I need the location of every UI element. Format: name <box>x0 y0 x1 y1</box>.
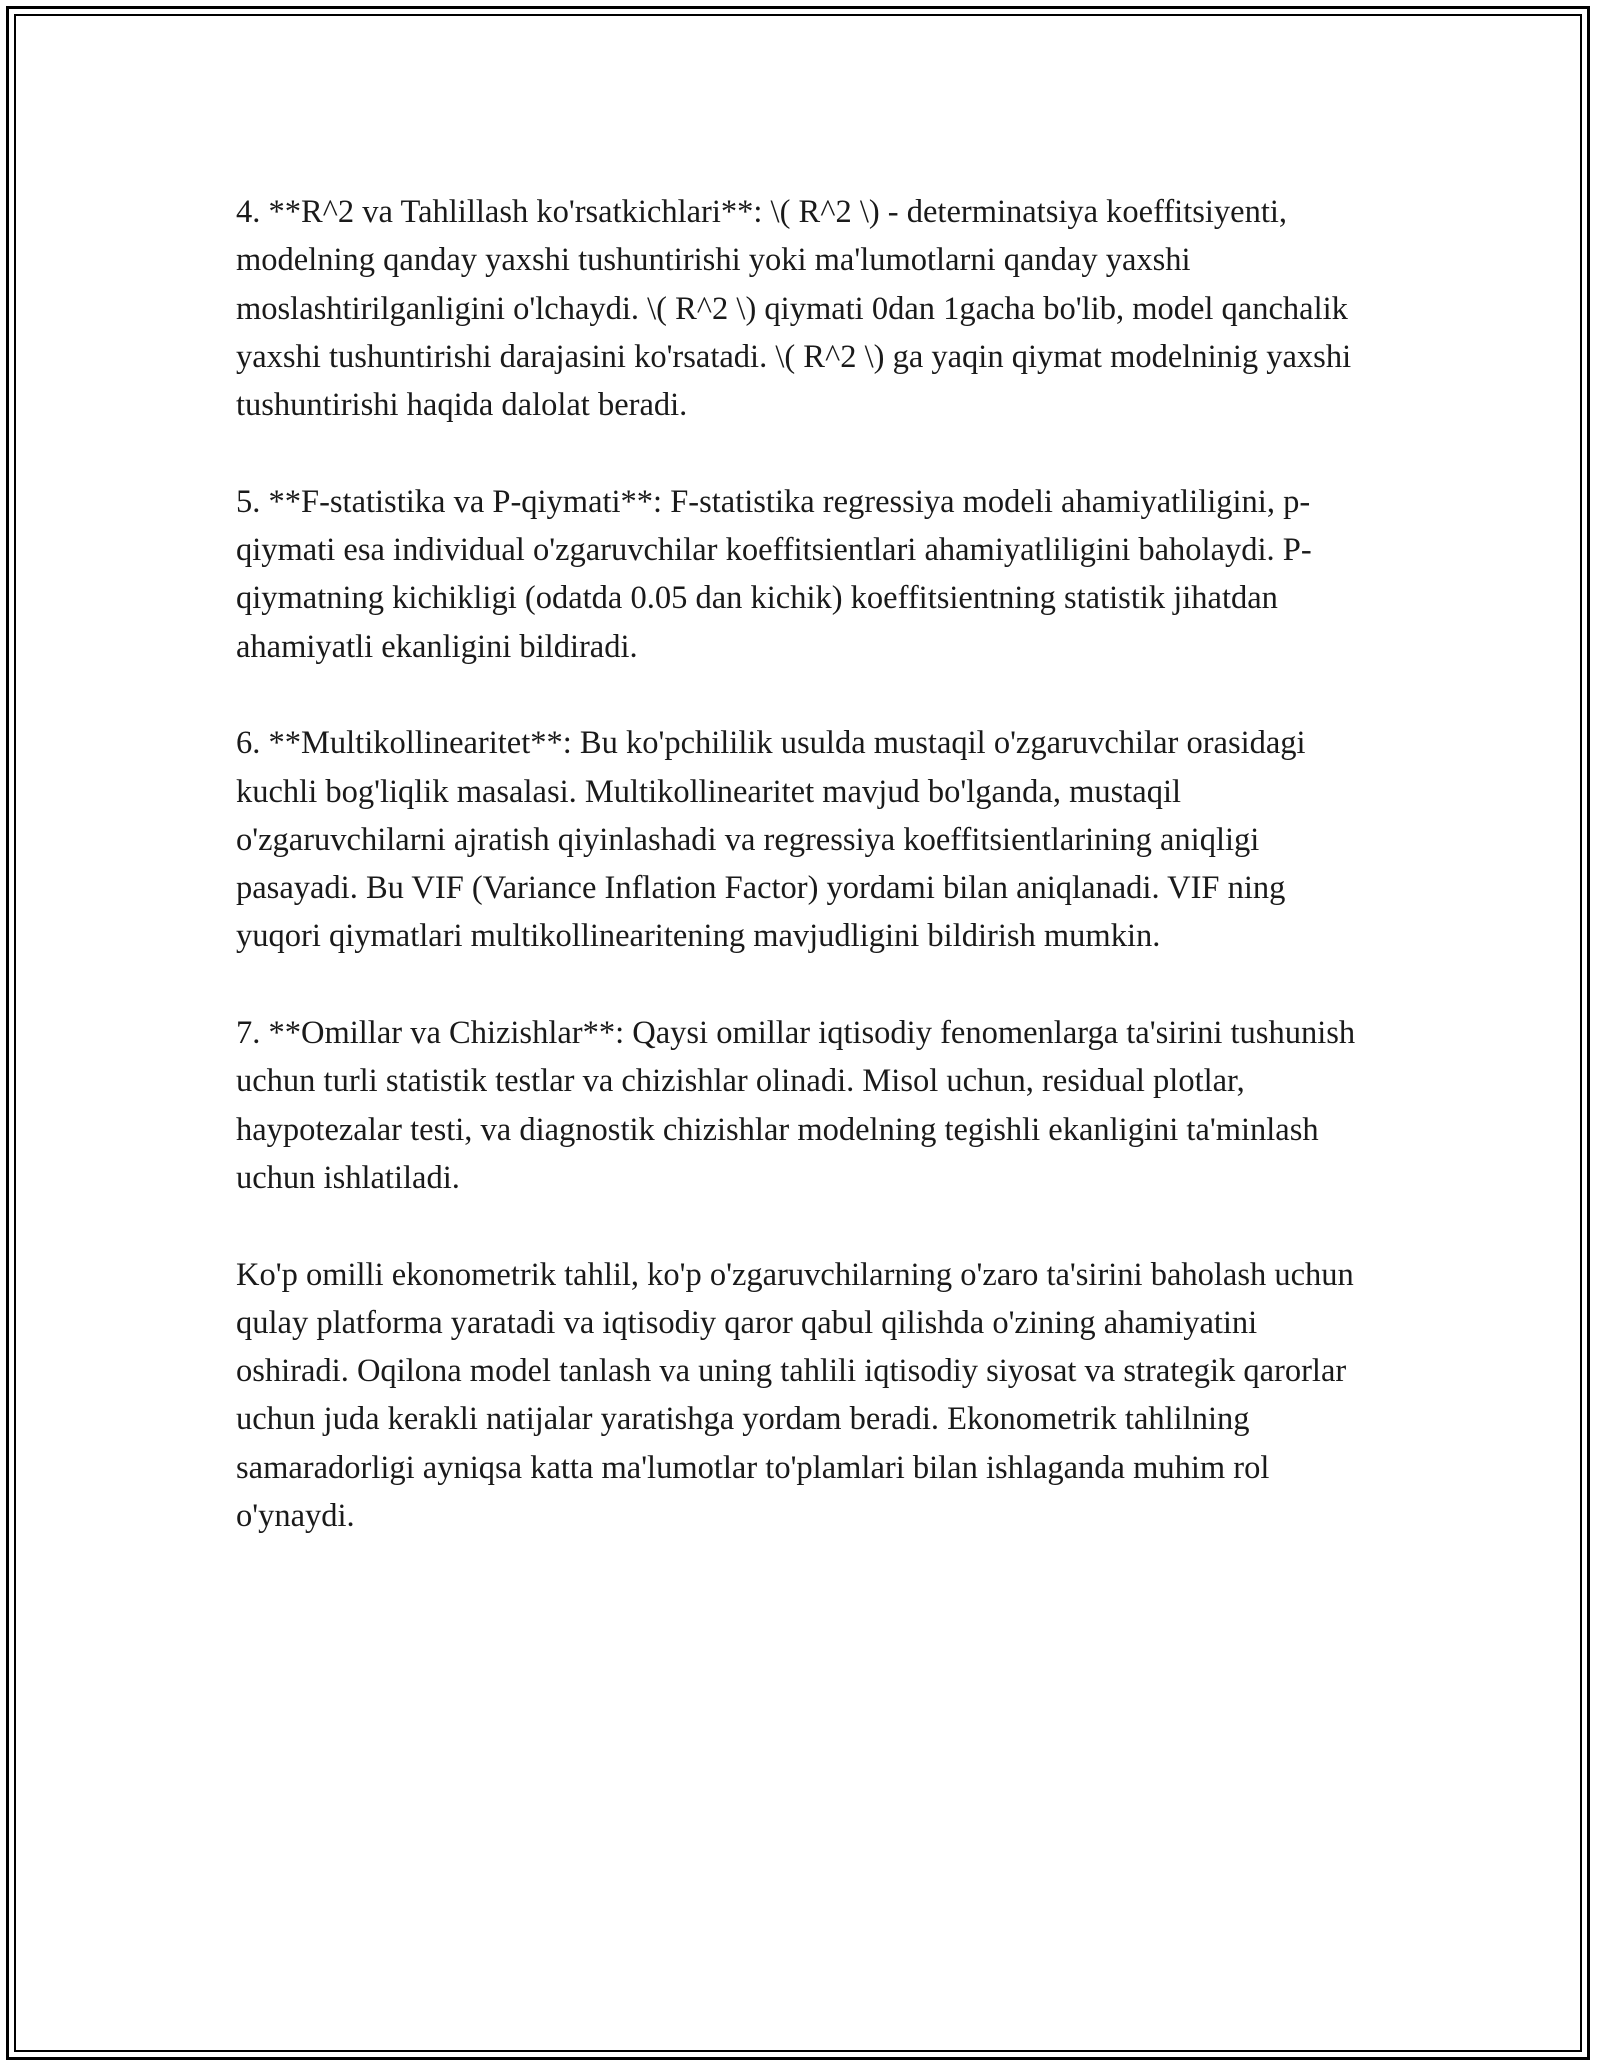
paragraph-f-statistic: 5. **F-statistika va P-qiymati**: F-statistika regressiya modeli ahamiyatliligini, p-qiymati esa individual o'zgaruvchilar koeffitsientlari ahamiyatliligini baholaydi. P-qiymatning kichikligi (odatda 0.05 dan kichik) koeffitsientning statistik jihatdan ahamiyatli ekanligini bildiradi. <box>236 483 1312 665</box>
paragraph-factors-plots: 7. **Omillar va Chizishlar**: Qaysi omillar iqtisodiy fenomenlarga ta'sirini tushunish uchun turli statistik testlar va chizishlar olinadi. Misol uchun, residual plotlar, haypotezalar testi, va diagnostik chizishlar modelning tegishli ekanligini ta'minlash uchun ishlatiladi. <box>236 1015 1356 1196</box>
paragraph-r-squared: 4. **R^2 va Tahlillash ko'rsatkichlari**: \( R^2 \) - determinatsiya koeffitsiyenti, modelning qanday yaxshi tushuntirishi yoki ma'lumotlarni qanday yaxshi moslashtirilganligini o'lchaydi. \( R^2 \) qiymati 0dan 1gacha bo'lib, model qanchalik yaxshi tushuntirishi darajasini ko'rsatadi. \( R^2 \) ga yaqin qiymat modelninig yaxshi tushuntirishi haqida dalolat beradi. <box>236 194 1352 424</box>
document-body <box>236 188 1376 1589</box>
paragraph-multicollinearity: 6. **Multikollinearitet**: Bu ko'pchililik usulda mustaqil o'zgaruvchilar orasidagi kuchli bog'liqlik masalasi. Multikollinearitet mavjud bo'lganda, mustaqil o'zgaruvchilarni ajratish qiyinlashadi va regressiya koeffitsientlarining aniqligi pasayadi. Bu VIF (Variance Inflation Factor) yordami bilan aniqlanadi. VIF ning yuqori qiymatlari multikollinearitening mavjudligini bildirish mumkin. <box>236 725 1306 955</box>
paragraph-conclusion: Ko'p omilli ekonometrik tahlil, ko'p o'zgaruvchilarning o'zaro ta'sirini baholash uchun qulay platforma yaratadi va iqtisodiy qaror qabul qilishda o'zining ahamiyatini oshiradi. Oqilona model tanlash va uning tahlili iqtisodiy siyosat va strategik qarorlar uchun juda kerakli natijalar yaratishga yordam beradi. Ekonometrik tahlilning samaradorligi ayniqsa katta ma'lumotlar to'plamlari bilan ishlaganda muhim rol o'ynaydi. <box>236 1256 1354 1535</box>
